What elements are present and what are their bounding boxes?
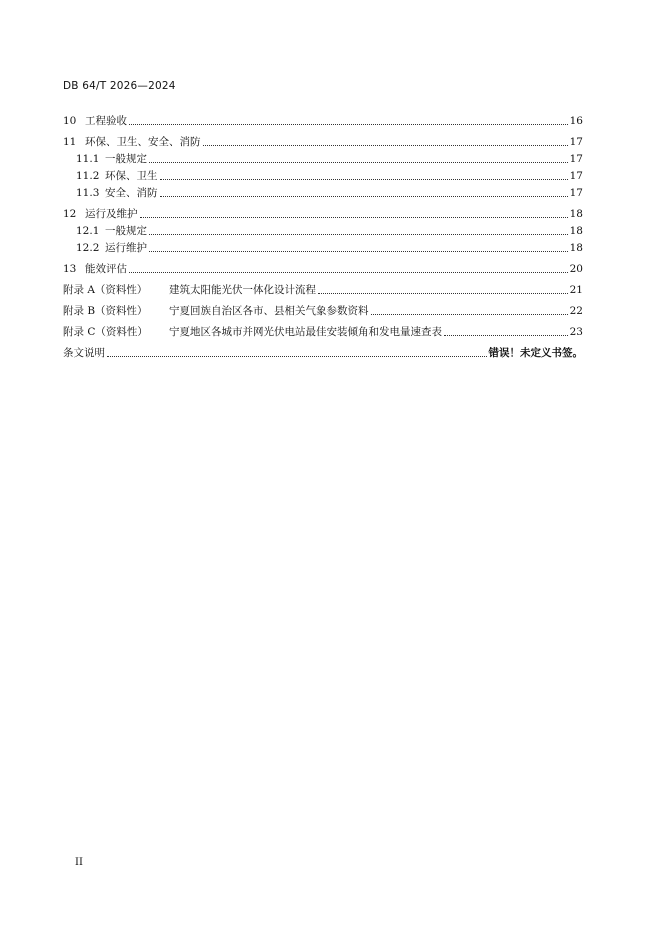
toc-entry-12-1[interactable] [63,221,583,238]
toc-page-number: 23 [569,326,583,338]
toc-entry-appendix-a[interactable] [63,280,583,297]
toc-entry-11[interactable] [63,132,583,149]
toc-number: 13 [63,263,77,275]
toc-title: 条文说明 [63,347,105,359]
toc-entry-explanation[interactable] [63,343,583,360]
toc-number: 10 [63,115,77,127]
toc-leader-dots [107,356,487,357]
toc-title: 宁夏回族自治区各市、县相关气象参数资料 [169,305,369,317]
toc-page-number: 20 [569,263,583,275]
toc-title: 宁夏地区各城市并网光伏电站最佳安装倾角和发电量速查表 [169,326,442,338]
toc-entry-11-2[interactable] [63,166,583,183]
toc-number: 12.2 [76,242,100,254]
toc-entry-appendix-c[interactable] [63,322,583,339]
toc-title: 建筑太阳能光伏一体化设计流程 [169,284,316,296]
toc-leader-dots [129,272,568,273]
toc-entry-13[interactable] [63,259,583,276]
toc-leader-dots [149,251,568,252]
toc-leader-dots [160,196,568,197]
toc-title: 工程验收 [85,115,127,127]
toc-page-number: 18 [569,242,583,254]
toc-leader-dots [444,335,568,336]
toc-entry-12-2[interactable] [63,238,583,255]
toc-number: 附录 B（资料性） [63,305,148,317]
toc-title: 环保、卫生、安全、消防 [85,136,201,148]
toc-page-number: 17 [569,170,583,182]
toc-page-number: 21 [569,284,583,296]
toc-page-number: 18 [569,208,583,220]
toc-entry-11-3[interactable] [63,183,583,200]
toc-leader-dots [149,162,568,163]
toc-page-number: 17 [569,153,583,165]
toc-title: 一般规定 [105,225,147,237]
toc-number: 12 [63,208,77,220]
toc-entry-11-1[interactable] [63,149,583,166]
table-of-contents [63,111,583,360]
toc-number: 附录 A（资料性） [63,284,148,296]
toc-leader-dots [371,314,568,315]
toc-leader-dots [318,293,568,294]
toc-title: 安全、消防 [105,187,158,199]
toc-leader-dots [149,234,568,235]
toc-title: 环保、卫生 [105,170,158,182]
toc-title: 一般规定 [105,153,147,165]
toc-title: 运行及维护 [85,208,138,220]
toc-page-number: 17 [569,136,583,148]
toc-title: 能效评估 [85,263,127,275]
toc-page-number: 17 [569,187,583,199]
page-number: II [75,857,83,868]
toc-number: 12.1 [76,225,100,237]
toc-leader-dots [160,179,568,180]
toc-leader-dots [140,217,568,218]
toc-number: 11.1 [76,153,100,165]
toc-leader-dots [203,145,568,146]
toc-leader-dots [129,124,568,125]
toc-number: 附录 C（资料性） [63,326,148,338]
toc-entry-appendix-b[interactable] [63,301,583,318]
toc-page-number: 18 [569,225,583,237]
toc-entry-10[interactable] [63,111,583,128]
toc-page-error: 错误！未定义书签。 [488,347,583,359]
toc-page-number: 22 [569,305,583,317]
document-code: DB 64/T 2026—2024 [63,80,176,92]
toc-number: 11 [63,136,77,148]
toc-number: 11.2 [76,170,100,182]
toc-entry-12[interactable] [63,204,583,221]
toc-number: 11.3 [76,187,100,199]
toc-page-number: 16 [569,115,583,127]
toc-title: 运行维护 [105,242,147,254]
